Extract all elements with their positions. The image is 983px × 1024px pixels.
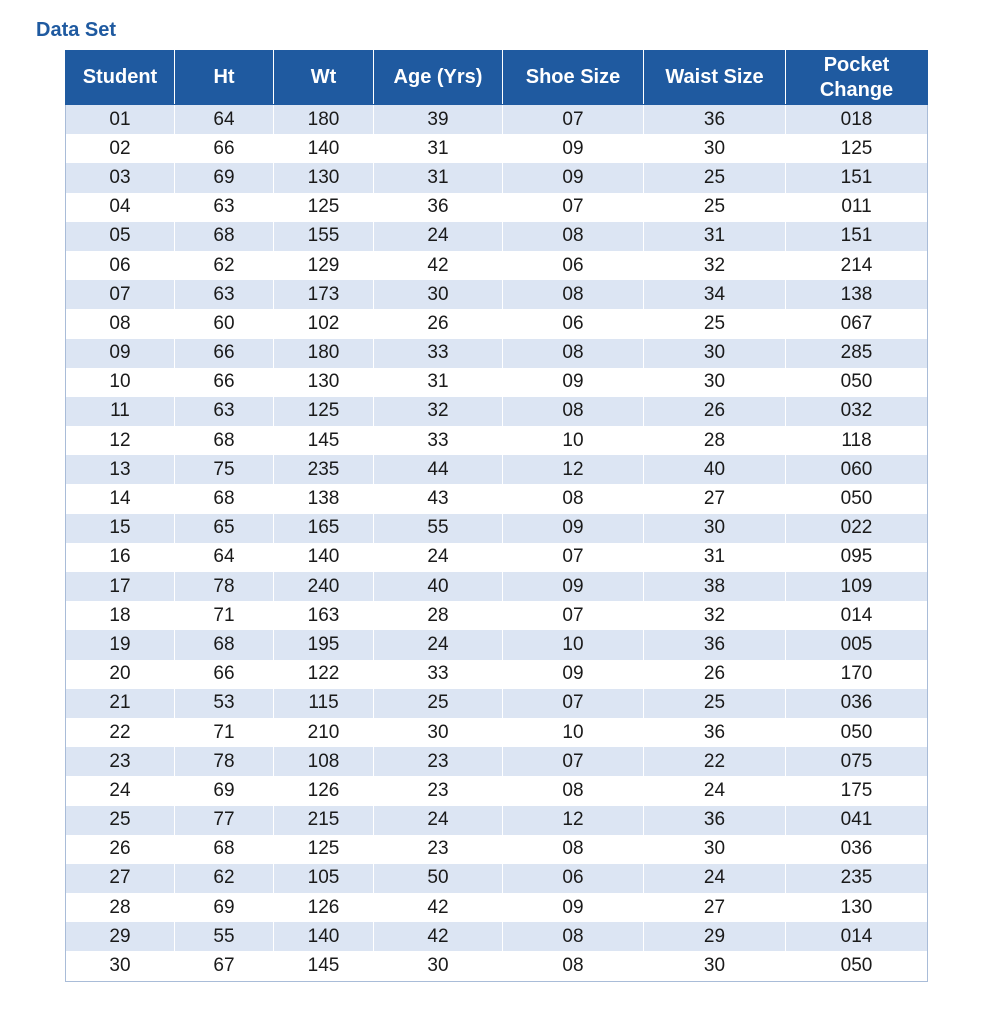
cell-student: 03 (66, 163, 175, 192)
cell-waist-size: 30 (644, 514, 786, 543)
table-row (66, 105, 928, 135)
cell-waist-size: 30 (644, 835, 786, 864)
cell-age: 32 (374, 397, 503, 426)
cell-waist-size: 36 (644, 630, 786, 659)
cell-student: 10 (66, 368, 175, 397)
cell-age: 31 (374, 163, 503, 192)
cell-shoe-size: 10 (503, 426, 644, 455)
table-row (66, 689, 928, 718)
cell-shoe-size: 12 (503, 806, 644, 835)
cell-student: 28 (66, 893, 175, 922)
cell-waist-size: 27 (644, 484, 786, 513)
cell-wt: 130 (274, 368, 374, 397)
table-row (66, 426, 928, 455)
cell-waist-size: 38 (644, 572, 786, 601)
cell-waist-size: 28 (644, 426, 786, 455)
page-title: Data Set (36, 19, 117, 41)
cell-wt: 102 (274, 309, 374, 338)
cell-student: 17 (66, 572, 175, 601)
cell-waist-size: 22 (644, 747, 786, 776)
cell-shoe-size: 10 (503, 630, 644, 659)
cell-wt: 122 (274, 660, 374, 689)
cell-shoe-size: 06 (503, 309, 644, 338)
data-table (65, 50, 928, 982)
cell-shoe-size: 09 (503, 572, 644, 601)
cell-pocket-change: 050 (786, 368, 928, 397)
cell-pocket-change: 014 (786, 922, 928, 951)
table-row (66, 951, 928, 981)
cell-age: 42 (374, 922, 503, 951)
cell-shoe-size: 09 (503, 134, 644, 163)
cell-student: 08 (66, 309, 175, 338)
cell-wt: 145 (274, 951, 374, 981)
cell-student: 27 (66, 864, 175, 893)
cell-waist-size: 25 (644, 309, 786, 338)
cell-wt: 126 (274, 776, 374, 805)
cell-ht: 64 (175, 105, 274, 135)
cell-pocket-change: 125 (786, 134, 928, 163)
cell-ht: 69 (175, 163, 274, 192)
table-row (66, 718, 928, 747)
cell-pocket-change: 214 (786, 251, 928, 280)
cell-pocket-change: 060 (786, 455, 928, 484)
cell-shoe-size: 08 (503, 397, 644, 426)
cell-waist-size: 40 (644, 455, 786, 484)
cell-age: 23 (374, 835, 503, 864)
cell-age: 31 (374, 368, 503, 397)
cell-age: 33 (374, 426, 503, 455)
cell-pocket-change: 067 (786, 309, 928, 338)
cell-waist-size: 36 (644, 105, 786, 135)
cell-pocket-change: 130 (786, 893, 928, 922)
cell-waist-size: 25 (644, 163, 786, 192)
cell-age: 26 (374, 309, 503, 338)
cell-wt: 210 (274, 718, 374, 747)
cell-student: 20 (66, 660, 175, 689)
cell-pocket-change: 036 (786, 835, 928, 864)
cell-wt: 140 (274, 134, 374, 163)
cell-age: 24 (374, 630, 503, 659)
cell-wt: 138 (274, 484, 374, 513)
cell-shoe-size: 08 (503, 922, 644, 951)
table-row (66, 309, 928, 338)
cell-waist-size: 31 (644, 222, 786, 251)
cell-age: 30 (374, 280, 503, 309)
cell-waist-size: 26 (644, 660, 786, 689)
cell-ht: 68 (175, 426, 274, 455)
table-row (66, 368, 928, 397)
cell-wt: 195 (274, 630, 374, 659)
cell-shoe-size: 07 (503, 543, 644, 572)
cell-wt: 165 (274, 514, 374, 543)
cell-student: 21 (66, 689, 175, 718)
cell-student: 23 (66, 747, 175, 776)
cell-wt: 180 (274, 339, 374, 368)
cell-wt: 115 (274, 689, 374, 718)
cell-student: 04 (66, 193, 175, 222)
cell-pocket-change: 011 (786, 193, 928, 222)
cell-wt: 129 (274, 251, 374, 280)
cell-ht: 68 (175, 484, 274, 513)
cell-student: 12 (66, 426, 175, 455)
cell-pocket-change: 285 (786, 339, 928, 368)
cell-pocket-change: 235 (786, 864, 928, 893)
table-row (66, 835, 928, 864)
table-row (66, 864, 928, 893)
cell-ht: 69 (175, 776, 274, 805)
cell-student: 29 (66, 922, 175, 951)
cell-wt: 240 (274, 572, 374, 601)
cell-shoe-size: 09 (503, 893, 644, 922)
cell-pocket-change: 014 (786, 601, 928, 630)
cell-shoe-size: 12 (503, 455, 644, 484)
cell-student: 06 (66, 251, 175, 280)
cell-wt: 130 (274, 163, 374, 192)
table-body (66, 105, 928, 982)
cell-shoe-size: 09 (503, 163, 644, 192)
cell-wt: 180 (274, 105, 374, 135)
cell-ht: 66 (175, 134, 274, 163)
cell-ht: 62 (175, 251, 274, 280)
cell-age: 23 (374, 747, 503, 776)
cell-waist-size: 24 (644, 776, 786, 805)
column-header-wt: Wt (274, 51, 374, 105)
cell-age: 42 (374, 893, 503, 922)
table-row (66, 630, 928, 659)
cell-student: 18 (66, 601, 175, 630)
cell-age: 33 (374, 339, 503, 368)
table-row (66, 193, 928, 222)
cell-age: 30 (374, 951, 503, 981)
cell-ht: 67 (175, 951, 274, 981)
cell-shoe-size: 08 (503, 484, 644, 513)
cell-age: 50 (374, 864, 503, 893)
table-row (66, 397, 928, 426)
column-header-pocket-change: Pocket Change (786, 51, 928, 105)
cell-waist-size: 24 (644, 864, 786, 893)
cell-student: 30 (66, 951, 175, 981)
cell-pocket-change: 018 (786, 105, 928, 135)
cell-ht: 63 (175, 193, 274, 222)
cell-pocket-change: 138 (786, 280, 928, 309)
table-row (66, 339, 928, 368)
cell-wt: 140 (274, 543, 374, 572)
cell-student: 07 (66, 280, 175, 309)
cell-pocket-change: 151 (786, 222, 928, 251)
cell-pocket-change: 050 (786, 951, 928, 981)
cell-pocket-change: 041 (786, 806, 928, 835)
cell-waist-size: 32 (644, 251, 786, 280)
cell-waist-size: 29 (644, 922, 786, 951)
cell-shoe-size: 07 (503, 601, 644, 630)
table-row (66, 572, 928, 601)
cell-shoe-size: 06 (503, 251, 644, 280)
cell-ht: 55 (175, 922, 274, 951)
cell-ht: 66 (175, 339, 274, 368)
cell-wt: 155 (274, 222, 374, 251)
cell-ht: 63 (175, 280, 274, 309)
cell-wt: 105 (274, 864, 374, 893)
cell-shoe-size: 07 (503, 689, 644, 718)
cell-waist-size: 25 (644, 689, 786, 718)
cell-age: 39 (374, 105, 503, 135)
column-header-age: Age (Yrs) (374, 51, 503, 105)
cell-student: 26 (66, 835, 175, 864)
cell-ht: 78 (175, 747, 274, 776)
cell-ht: 78 (175, 572, 274, 601)
cell-wt: 125 (274, 835, 374, 864)
table-row (66, 163, 928, 192)
cell-ht: 75 (175, 455, 274, 484)
cell-waist-size: 27 (644, 893, 786, 922)
cell-ht: 62 (175, 864, 274, 893)
cell-shoe-size: 06 (503, 864, 644, 893)
cell-ht: 66 (175, 368, 274, 397)
cell-age: 33 (374, 660, 503, 689)
cell-age: 24 (374, 543, 503, 572)
table-row (66, 514, 928, 543)
column-header-waist-size: Waist Size (644, 51, 786, 105)
cell-age: 31 (374, 134, 503, 163)
cell-student: 11 (66, 397, 175, 426)
cell-ht: 53 (175, 689, 274, 718)
cell-shoe-size: 09 (503, 514, 644, 543)
table-row (66, 222, 928, 251)
cell-student: 05 (66, 222, 175, 251)
cell-student: 15 (66, 514, 175, 543)
table-row (66, 134, 928, 163)
cell-waist-size: 30 (644, 951, 786, 981)
cell-ht: 71 (175, 601, 274, 630)
cell-age: 55 (374, 514, 503, 543)
cell-pocket-change: 170 (786, 660, 928, 689)
cell-student: 16 (66, 543, 175, 572)
table-row (66, 776, 928, 805)
cell-pocket-change: 036 (786, 689, 928, 718)
cell-waist-size: 30 (644, 368, 786, 397)
cell-pocket-change: 109 (786, 572, 928, 601)
cell-student: 02 (66, 134, 175, 163)
table-row (66, 922, 928, 951)
cell-wt: 140 (274, 922, 374, 951)
table-row (66, 280, 928, 309)
cell-age: 25 (374, 689, 503, 718)
cell-shoe-size: 07 (503, 193, 644, 222)
cell-student: 22 (66, 718, 175, 747)
column-header-shoe-size: Shoe Size (503, 51, 644, 105)
cell-age: 28 (374, 601, 503, 630)
cell-ht: 64 (175, 543, 274, 572)
cell-wt: 215 (274, 806, 374, 835)
cell-ht: 65 (175, 514, 274, 543)
cell-student: 13 (66, 455, 175, 484)
cell-shoe-size: 08 (503, 280, 644, 309)
cell-waist-size: 30 (644, 134, 786, 163)
cell-pocket-change: 032 (786, 397, 928, 426)
cell-ht: 66 (175, 660, 274, 689)
cell-pocket-change: 118 (786, 426, 928, 455)
table-row (66, 601, 928, 630)
cell-waist-size: 30 (644, 339, 786, 368)
header-row (66, 51, 928, 105)
table-row (66, 747, 928, 776)
cell-waist-size: 34 (644, 280, 786, 309)
cell-shoe-size: 10 (503, 718, 644, 747)
cell-age: 42 (374, 251, 503, 280)
cell-shoe-size: 08 (503, 222, 644, 251)
cell-pocket-change: 022 (786, 514, 928, 543)
cell-waist-size: 31 (644, 543, 786, 572)
cell-ht: 63 (175, 397, 274, 426)
cell-wt: 125 (274, 397, 374, 426)
cell-ht: 60 (175, 309, 274, 338)
table-row (66, 893, 928, 922)
cell-student: 19 (66, 630, 175, 659)
cell-waist-size: 25 (644, 193, 786, 222)
cell-pocket-change: 175 (786, 776, 928, 805)
cell-shoe-size: 07 (503, 747, 644, 776)
cell-ht: 71 (175, 718, 274, 747)
cell-shoe-size: 09 (503, 368, 644, 397)
cell-age: 43 (374, 484, 503, 513)
cell-ht: 77 (175, 806, 274, 835)
cell-shoe-size: 07 (503, 105, 644, 135)
table-row (66, 251, 928, 280)
cell-ht: 68 (175, 835, 274, 864)
table-row (66, 543, 928, 572)
cell-pocket-change: 151 (786, 163, 928, 192)
cell-student: 09 (66, 339, 175, 368)
cell-wt: 125 (274, 193, 374, 222)
cell-shoe-size: 08 (503, 835, 644, 864)
cell-wt: 126 (274, 893, 374, 922)
cell-waist-size: 36 (644, 806, 786, 835)
cell-student: 01 (66, 105, 175, 135)
cell-ht: 69 (175, 893, 274, 922)
table-row (66, 484, 928, 513)
table-row (66, 660, 928, 689)
cell-age: 44 (374, 455, 503, 484)
cell-pocket-change: 075 (786, 747, 928, 776)
table-row (66, 806, 928, 835)
cell-student: 24 (66, 776, 175, 805)
cell-waist-size: 26 (644, 397, 786, 426)
cell-age: 30 (374, 718, 503, 747)
cell-wt: 163 (274, 601, 374, 630)
cell-shoe-size: 08 (503, 951, 644, 981)
cell-age: 40 (374, 572, 503, 601)
table-row (66, 455, 928, 484)
cell-waist-size: 32 (644, 601, 786, 630)
cell-wt: 108 (274, 747, 374, 776)
column-header-ht: Ht (175, 51, 274, 105)
cell-age: 24 (374, 222, 503, 251)
cell-ht: 68 (175, 222, 274, 251)
cell-wt: 173 (274, 280, 374, 309)
cell-pocket-change: 095 (786, 543, 928, 572)
cell-age: 23 (374, 776, 503, 805)
cell-wt: 145 (274, 426, 374, 455)
cell-age: 24 (374, 806, 503, 835)
cell-student: 14 (66, 484, 175, 513)
cell-shoe-size: 08 (503, 776, 644, 805)
cell-pocket-change: 050 (786, 718, 928, 747)
cell-shoe-size: 09 (503, 660, 644, 689)
cell-waist-size: 36 (644, 718, 786, 747)
cell-shoe-size: 08 (503, 339, 644, 368)
cell-pocket-change: 005 (786, 630, 928, 659)
column-header-student: Student (66, 51, 175, 105)
cell-ht: 68 (175, 630, 274, 659)
cell-wt: 235 (274, 455, 374, 484)
cell-pocket-change: 050 (786, 484, 928, 513)
cell-student: 25 (66, 806, 175, 835)
cell-age: 36 (374, 193, 503, 222)
